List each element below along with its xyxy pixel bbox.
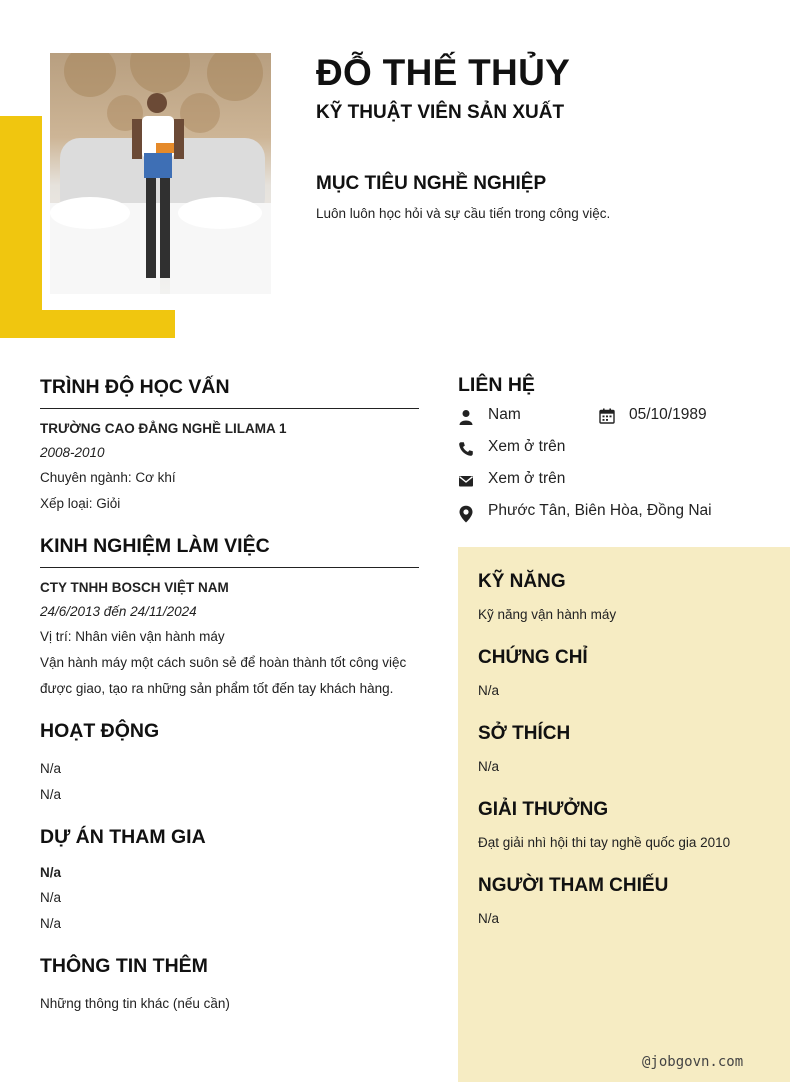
- awards-heading: GIẢI THƯỞNG: [478, 799, 609, 820]
- objective-heading: MỤC TIÊU NGHỀ NGHIỆP: [316, 173, 547, 194]
- certificates-text: N/a: [478, 683, 500, 698]
- project-item: N/a: [40, 890, 62, 905]
- education-major: Chuyên ngành: Cơ khí: [40, 470, 176, 485]
- education-period: 2008-2010: [40, 445, 105, 460]
- references-heading: NGƯỜI THAM CHIẾU: [478, 875, 669, 896]
- experience-description-line: Vận hành máy một cách suôn sẻ để hoàn thành tốt công việc: [40, 655, 407, 670]
- objective-text: Luôn luôn học hỏi và sự cầu tiến trong công việc.: [316, 206, 611, 221]
- additional-info-heading: THÔNG TIN THÊM: [40, 955, 208, 977]
- email-icon: [458, 473, 474, 489]
- project-item: N/a: [40, 916, 62, 931]
- skills-text: Kỹ năng vận hành máy: [478, 607, 617, 622]
- references-text: N/a: [478, 911, 500, 926]
- job-title: KỸ THUẬT VIÊN SẢN XUẤT: [316, 102, 565, 123]
- accent-block-horizontal: [0, 310, 175, 338]
- experience-position: Vị trí: Nhân viên vận hành máy: [40, 629, 225, 644]
- additional-info-text: Những thông tin khác (nếu cần): [40, 996, 230, 1011]
- divider: [40, 567, 419, 568]
- divider: [40, 408, 419, 409]
- project-item: N/a: [40, 865, 62, 880]
- awards-text: Đạt giải nhì hội thi tay nghề quốc gia 2010: [478, 835, 731, 850]
- education-school: TRƯỜNG CAO ĐẲNG NGHỀ LILAMA 1: [40, 421, 287, 436]
- hobbies-heading: SỞ THÍCH: [478, 723, 571, 744]
- certificates-heading: CHỨNG CHỈ: [478, 647, 588, 668]
- person-icon: [458, 409, 474, 425]
- contact-email: Xem ở trên: [488, 470, 566, 487]
- profile-photo: [50, 53, 271, 294]
- education-rank: Xếp loại: Giỏi: [40, 496, 121, 511]
- contact-gender: Nam: [488, 406, 521, 423]
- projects-heading: DỰ ÁN THAM GIA: [40, 826, 206, 848]
- calendar-icon: [599, 408, 615, 424]
- experience-company: CTY TNHH BOSCH VIỆT NAM: [40, 580, 229, 595]
- activity-item: N/a: [40, 787, 62, 802]
- contact-phone: Xem ở trên: [488, 438, 566, 455]
- activity-item: N/a: [40, 761, 62, 776]
- phone-icon: [458, 441, 474, 457]
- accent-block-vertical: [0, 116, 42, 338]
- location-pin-icon: [458, 505, 474, 523]
- experience-heading: KINH NGHIỆM LÀM VIỆC: [40, 535, 270, 557]
- hobbies-text: N/a: [478, 759, 500, 774]
- contact-birthdate: 05/10/1989: [629, 406, 707, 423]
- activities-heading: HOẠT ĐỘNG: [40, 720, 160, 742]
- skills-heading: KỸ NĂNG: [478, 571, 566, 592]
- contact-address: Phước Tân, Biên Hòa, Đồng Nai: [488, 502, 712, 519]
- watermark: @jobgovn.com: [642, 1054, 744, 1070]
- education-heading: TRÌNH ĐỘ HỌC VẤN: [40, 376, 230, 398]
- contact-heading: LIÊN HỆ: [458, 374, 535, 396]
- experience-description-line: được giao, tạo ra những sản phẩm tốt đến tay khách hàng.: [40, 681, 394, 696]
- experience-period: 24/6/2013 đến 24/11/2024: [40, 604, 197, 619]
- candidate-name: ĐỖ THẾ THỦY: [316, 52, 571, 93]
